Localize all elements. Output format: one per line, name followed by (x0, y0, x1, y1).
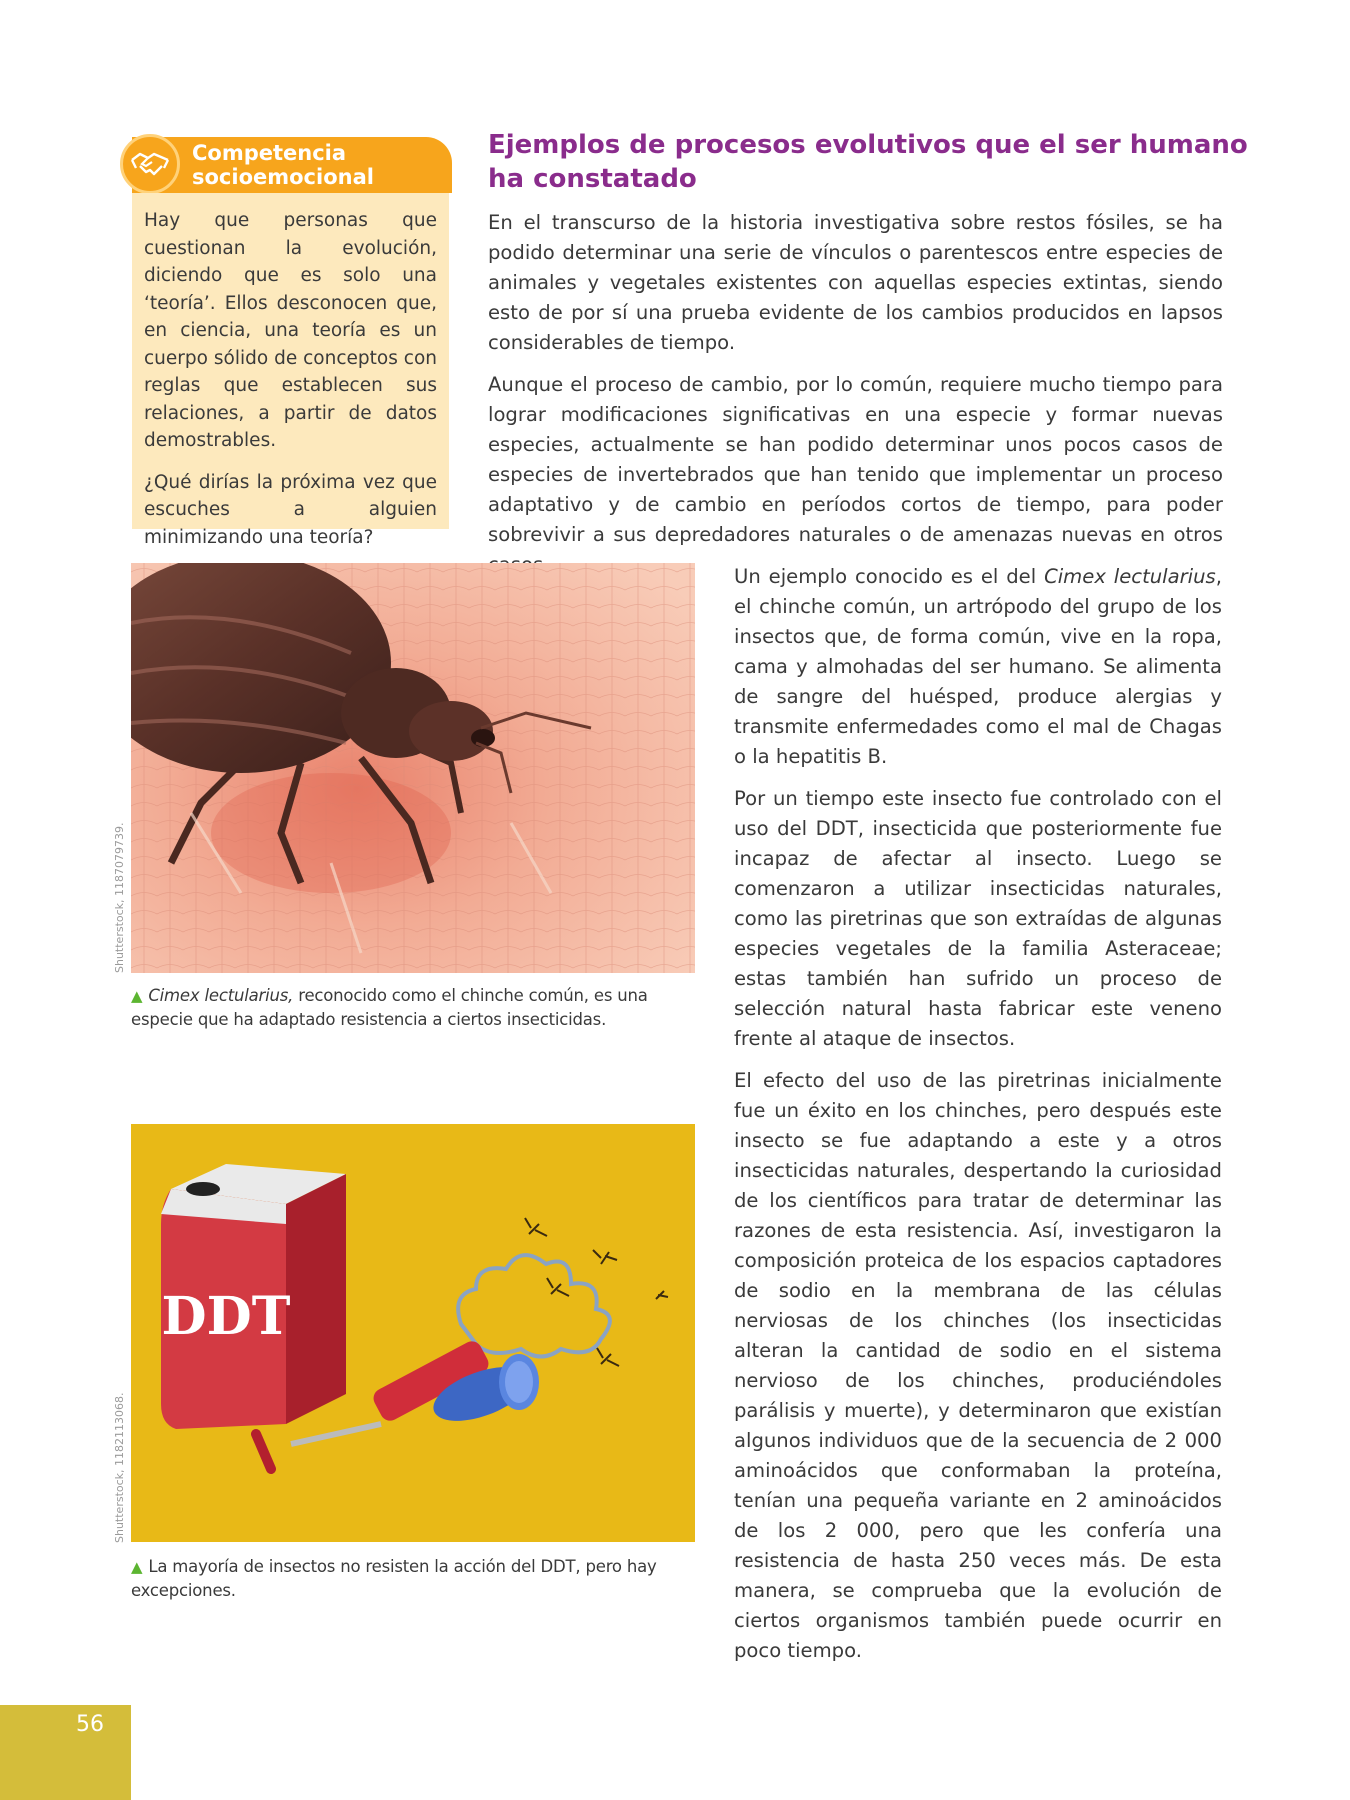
competencia-title-line1: Competencia (192, 141, 347, 165)
p3-start: Un ejemplo conocido es el del (734, 565, 1045, 588)
paragraph-5: El efecto del uso de las piretrinas inicialmente fue un éxito en los chinches, pero después este insecto se fue adaptando a este y a otros insecticidas naturales, despertando la curiosidad de los científicos para tratar de determinar las razones de esta resistencia. Así, investigaron la composición proteica de los espacios captadores de sodio en la membrana de las células nerviosas de los chinches (los insecticidas alteran la cantidad de sodio en el sistema nervioso de los chinches, produciéndoles parálisis y muerte), y determinaron que existían algunos individuos que de la secuencia de 2 000 aminoácidos que conformaban la proteína, tenían una pequeña variante en 2 aminoácidos de los 2 000, pero que les confería una resistencia de hasta 250 veces más. De esta manera, se comprueba que la evolución de ciertos organismos también puede ocurrir en poco tiempo. (734, 1069, 1222, 1662)
competencia-title-line2: socioemocional (192, 165, 374, 189)
body-text-column (734, 562, 1222, 1678)
page-number: 56 (76, 1712, 104, 1737)
paragraph-3 (734, 562, 1222, 772)
competencia-title (192, 141, 374, 189)
page-number-tab (0, 1705, 131, 1800)
ddt-can-label: DDT (161, 1286, 291, 1347)
photo1-credit: Shutterstock, 1187079739. (113, 822, 126, 973)
paragraph-2: Aunque el proceso de cambio, por lo común, requiere mucho tiempo para lograr modificaciones significativas en una especie y formar nuevas especies, actualmente se han podido determinar unos pocos casos de especies de invertebrados que han tenido que implementar un proceso adaptativo y de cambio en períodos cortos de tiempo, para poder sobrevivir a sus depredadores naturales o de amenazas nuevas en otros (488, 373, 1223, 546)
photo2-caption (131, 1555, 691, 1603)
photo2-credit: Shutterstock, 1182113068. (113, 1392, 126, 1543)
intro-text (488, 208, 1223, 592)
bedbug-photo (131, 563, 695, 973)
ddt-illustration (131, 1124, 695, 1542)
caption-triangle-icon: ▲ (131, 1558, 143, 1576)
caption1-text: reconocido como el chinche común, es una especie que ha adaptado resistencia a ciertos insecticidas. (131, 986, 648, 1029)
caption-triangle-icon: ▲ (131, 987, 143, 1005)
caption2-text: La mayoría de insectos no resisten la acción del DDT, pero hay excepciones. (131, 1557, 657, 1600)
section-title: Ejemplos de procesos evolutivos que el ser humano ha constatado (488, 130, 1248, 194)
paragraph-4: Por un tiempo este insecto fue controlado con el uso del DDT, insecticida que posteriormente fue incapaz de afectar al insecto. Luego se comenzaron a utilizar insecticidas naturales, como las piretrinas que son extraídas de algunas especies vegetales de la familia Asteraceae; estas también han sufrido un proceso de selección natural hasta fabricar este veneno frente al ataque de insectos. (734, 787, 1222, 1050)
p3-species: Cimex lectularius (1044, 565, 1216, 588)
competencia-paragraph: Hay que personas que cuestionan la evolución, diciendo que es solo una ‘teoría’. Ellos desconocen que, en ciencia, una teoría es un cuerpo sólido de conceptos con reglas que establecen sus relaciones, a partir de datos demostrables. (144, 210, 437, 451)
photo1-caption (131, 984, 691, 1032)
competencia-question: ¿Qué dirías la próxima vez que escuches a alguien minimizando una teoría? (144, 471, 437, 548)
handshake-icon (120, 134, 180, 194)
paragraph-1: En el transcurso de la historia investigativa sobre restos fósiles, se ha podido determinar una serie de vínculos o parentescos entre especies de animales y vegetales existentes con aquellas especies extintas, siendo esto de por sí una prueba evidente de los cambios producidos en lapsos considerables de tiempo. (488, 211, 1223, 354)
caption1-italic: Cimex lectularius, (148, 986, 294, 1005)
p3-end: , el chinche común, un artrópodo del grupo de los insectos que, de forma común, vive en la ropa, cama y almohadas del ser humano. Se alimenta de sangre del huésped, produce alergias y transmite enfermedades como el mal de Chagas o la hepatitis B. (734, 565, 1222, 768)
competencia-body (132, 193, 449, 548)
